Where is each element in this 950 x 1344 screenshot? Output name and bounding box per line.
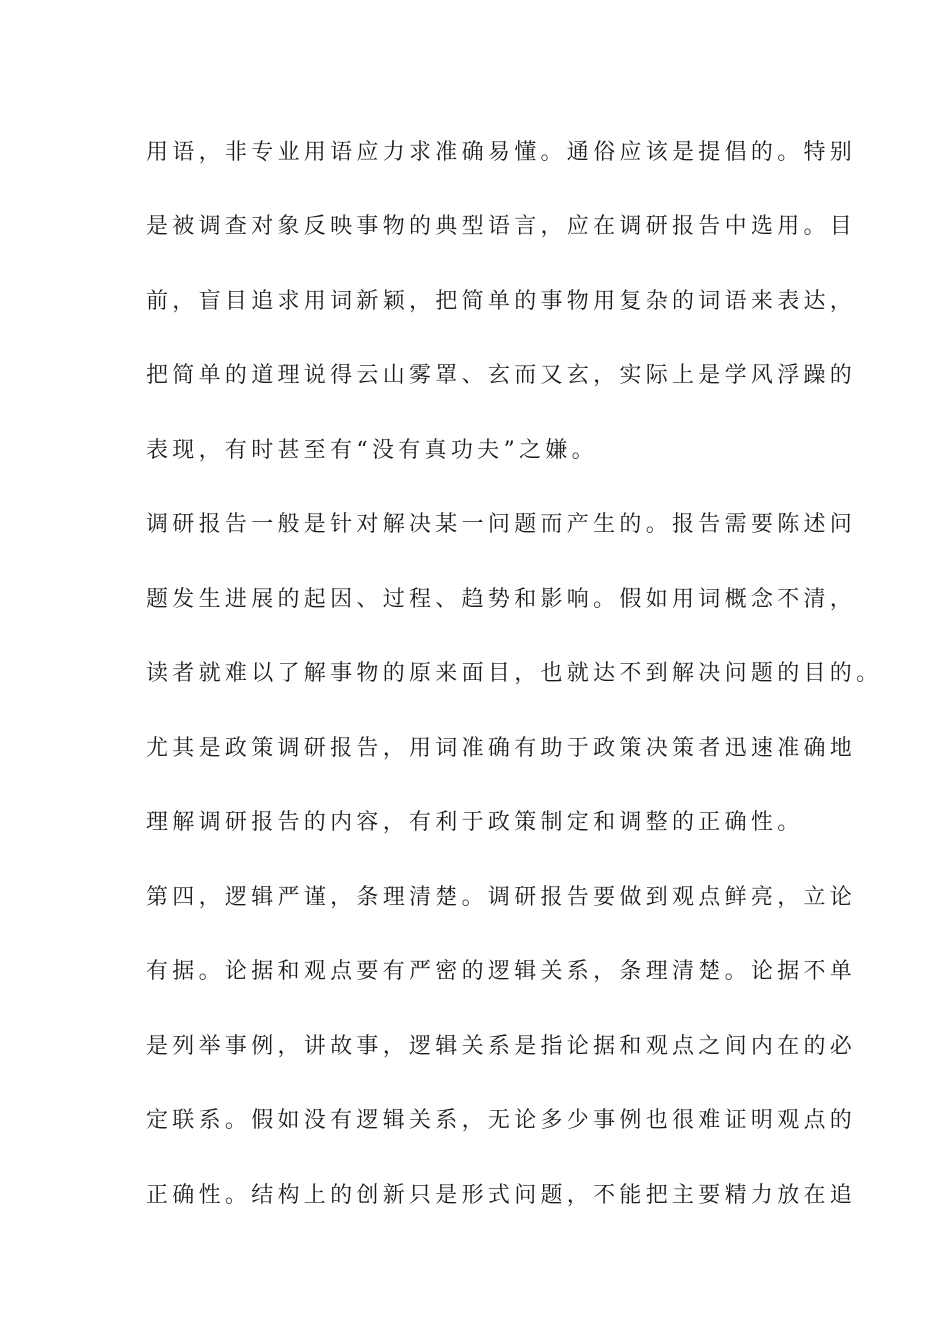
text-line: 调研报告一般是针对解决某一问题而产生的。报告需要陈述问 [146,512,857,537]
text-line: 题发生进展的起因、过程、趋势和影响。假如用词概念不清， [146,587,857,612]
text-line: 正确性。结构上的创新只是形式问题，不能把主要精力放在追 [146,1183,857,1208]
text-line: 用语，非专业用语应力求准确易懂。通俗应该是提倡的。特别 [146,140,857,165]
text-line: 把简单的道理说得云山雾罩、玄而又玄，实际上是学风浮躁的 [146,363,857,388]
text-line: 理解调研报告的内容，有利于政策制定和调整的正确性。 [146,810,804,835]
text-line: 第四，逻辑严谨，条理清楚。调研报告要做到观点鲜亮，立论 [146,885,857,910]
text-line: 是列举事例，讲故事，逻辑关系是指论据和观点之间内在的必 [146,1034,857,1059]
text-line: 表现，有时甚至有“没有真功夫”之嫌。 [146,438,598,463]
text-line: 定联系。假如没有逻辑关系，无论多少事例也很难证明观点的 [146,1108,857,1133]
text-line: 是被调查对象反映事物的典型语言，应在调研报告中选用。目 [146,214,857,239]
text-line: 尤其是政策调研报告，用词准确有助于政策决策者迅速准确地 [146,736,857,761]
text-line: 有据。论据和观点要有严密的逻辑关系，条理清楚。论据不单 [146,959,857,984]
text-line: 前，盲目追求用词新颖，把简单的事物用复杂的词语来表达， [146,289,857,314]
text-line: 读者就难以了解事物的原来面目，也就达不到解决问题的目的。 [146,661,883,686]
